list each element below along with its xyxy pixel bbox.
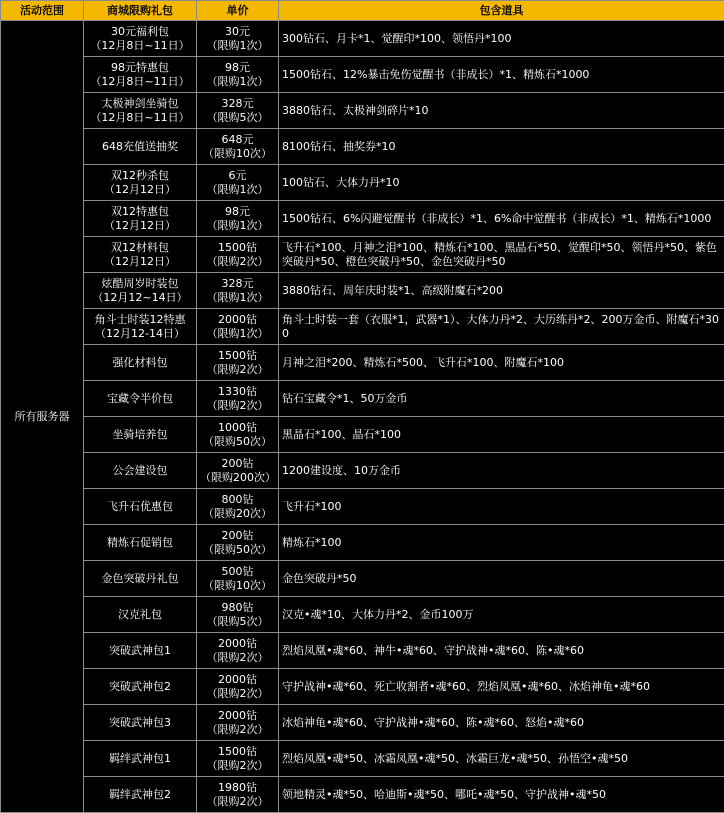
items-cell: 钻石宝藏令*1、50万金币 bbox=[279, 381, 724, 417]
header-price: 单价 bbox=[197, 1, 279, 21]
items-cell: 100钻石、大体力丹*10 bbox=[279, 165, 724, 201]
package-name: 双12特惠包 bbox=[87, 205, 193, 219]
items-cell: 飞升石*100、月神之泪*100、精炼石*100、黑晶石*50、觉醒印*50、领悟丹*50、紫色突破丹*50、橙色突破丹*50、金色突破丹*50 bbox=[279, 237, 724, 273]
package-cell bbox=[84, 93, 197, 129]
price-value: 500钻 bbox=[200, 565, 275, 579]
items-cell: 冰焰神龟•魂*60、守护战神•魂*60、陈•魂*60、怒焰•魂*60 bbox=[279, 705, 724, 741]
package-cell bbox=[84, 561, 197, 597]
table-row bbox=[1, 489, 724, 525]
purchase-limit: （限购1次） bbox=[200, 39, 275, 53]
price-value: 98元 bbox=[200, 205, 275, 219]
header-scope: 活动范围 bbox=[1, 1, 84, 21]
purchase-limit: （限购2次） bbox=[200, 795, 275, 809]
price-value: 800钻 bbox=[200, 493, 275, 507]
price-value: 200钻 bbox=[200, 529, 275, 543]
price-cell bbox=[197, 597, 279, 633]
items-cell: 守护战神•魂*60、死亡收割者•魂*60、烈焰凤凰•魂*60、冰焰神龟•魂*60 bbox=[279, 669, 724, 705]
table-row bbox=[1, 453, 724, 489]
items-cell: 3880钻石、周年庆时装*1、高级附魔石*200 bbox=[279, 273, 724, 309]
price-cell bbox=[197, 21, 279, 57]
purchase-limit: （限购5次） bbox=[200, 615, 275, 629]
package-name: 强化材料包 bbox=[87, 356, 193, 370]
purchase-limit: （限购1次） bbox=[200, 75, 275, 89]
package-date: （12月12~14日） bbox=[87, 291, 193, 305]
table-row bbox=[1, 741, 724, 777]
price-value: 6元 bbox=[200, 169, 275, 183]
package-cell bbox=[84, 309, 197, 345]
price-cell bbox=[197, 705, 279, 741]
price-cell bbox=[197, 165, 279, 201]
price-cell bbox=[197, 741, 279, 777]
table-row bbox=[1, 597, 724, 633]
package-cell bbox=[84, 777, 197, 813]
purchase-limit: （限购2次） bbox=[200, 255, 275, 269]
package-date: （12月8日~11日） bbox=[87, 111, 193, 125]
table-row bbox=[1, 309, 724, 345]
price-value: 200钻 bbox=[200, 457, 275, 471]
package-cell bbox=[84, 741, 197, 777]
price-value: 328元 bbox=[200, 277, 275, 291]
price-cell bbox=[197, 777, 279, 813]
price-cell bbox=[197, 561, 279, 597]
table-row bbox=[1, 57, 724, 93]
package-date: （12月12日） bbox=[87, 255, 193, 269]
items-cell: 1200建设度、10万金币 bbox=[279, 453, 724, 489]
price-cell bbox=[197, 669, 279, 705]
package-name: 宝藏令半价包 bbox=[87, 392, 193, 406]
table-row bbox=[1, 93, 724, 129]
items-cell: 领地精灵•魂*50、哈迪斯•魂*50、哪吒•魂*50、守护战神•魂*50 bbox=[279, 777, 724, 813]
items-cell: 金色突破丹*50 bbox=[279, 561, 724, 597]
package-date: （12月8日~11日） bbox=[87, 75, 193, 89]
package-name: 双12材料包 bbox=[87, 241, 193, 255]
header-row bbox=[1, 1, 724, 21]
price-cell bbox=[197, 57, 279, 93]
table-row bbox=[1, 417, 724, 453]
package-cell bbox=[84, 57, 197, 93]
price-cell bbox=[197, 237, 279, 273]
price-cell bbox=[197, 381, 279, 417]
purchase-limit: （限购50次） bbox=[200, 543, 275, 557]
price-cell bbox=[197, 417, 279, 453]
table-row bbox=[1, 129, 724, 165]
price-value: 1330钻 bbox=[200, 385, 275, 399]
purchase-limit: （限购10次） bbox=[200, 147, 275, 161]
purchase-limit: （限购1次） bbox=[200, 183, 275, 197]
purchase-limit: （限购2次） bbox=[200, 687, 275, 701]
package-cell bbox=[84, 525, 197, 561]
table-row bbox=[1, 705, 724, 741]
package-cell bbox=[84, 705, 197, 741]
price-cell bbox=[197, 453, 279, 489]
price-value: 648元 bbox=[200, 133, 275, 147]
table-body bbox=[1, 21, 724, 813]
header-package: 商城限购礼包 bbox=[84, 1, 197, 21]
package-cell bbox=[84, 273, 197, 309]
price-value: 30元 bbox=[200, 25, 275, 39]
package-name: 炫酷周岁时装包 bbox=[87, 277, 193, 291]
price-cell bbox=[197, 489, 279, 525]
package-name: 坐骑培养包 bbox=[87, 428, 193, 442]
items-cell: 角斗士时装一套（衣服*1，武器*1）、大体力丹*2、大历练丹*2、200万金币、附魔石*300 bbox=[279, 309, 724, 345]
package-name: 公会建设包 bbox=[87, 464, 193, 478]
table-row bbox=[1, 21, 724, 57]
package-date: （12月12日） bbox=[87, 219, 193, 233]
package-name: 双12秒杀包 bbox=[87, 169, 193, 183]
purchase-limit: （限购2次） bbox=[200, 399, 275, 413]
package-name: 648充值送抽奖 bbox=[87, 140, 193, 154]
package-name: 汉克礼包 bbox=[87, 608, 193, 622]
purchase-limit: （限购1次） bbox=[200, 219, 275, 233]
price-cell bbox=[197, 273, 279, 309]
purchase-limit: （限购2次） bbox=[200, 651, 275, 665]
package-name: 突破武神包1 bbox=[87, 644, 193, 658]
price-cell bbox=[197, 633, 279, 669]
scope-cell: 所有服务器 bbox=[1, 21, 84, 813]
package-cell bbox=[84, 381, 197, 417]
items-cell: 1500钻石、12%暴击免伤觉醒书（非成长）*1、精炼石*1000 bbox=[279, 57, 724, 93]
table-row bbox=[1, 273, 724, 309]
package-name: 飞升石优惠包 bbox=[87, 500, 193, 514]
package-cell bbox=[84, 201, 197, 237]
purchase-limit: （限购200次） bbox=[200, 471, 275, 485]
items-cell: 黑晶石*100、晶石*100 bbox=[279, 417, 724, 453]
header-items: 包含道具 bbox=[279, 1, 724, 21]
package-date: （12月12-14日） bbox=[87, 327, 193, 341]
package-cell bbox=[84, 345, 197, 381]
package-cell bbox=[84, 165, 197, 201]
package-name: 太极神剑坐骑包 bbox=[87, 97, 193, 111]
table-row bbox=[1, 201, 724, 237]
table-row bbox=[1, 777, 724, 813]
package-cell bbox=[84, 417, 197, 453]
package-cell bbox=[84, 129, 197, 165]
table-row bbox=[1, 165, 724, 201]
price-value: 1980钻 bbox=[200, 781, 275, 795]
price-value: 1500钻 bbox=[200, 349, 275, 363]
items-cell: 8100钻石、抽奖券*10 bbox=[279, 129, 724, 165]
purchase-limit: （限购2次） bbox=[200, 723, 275, 737]
package-name: 羁绊武神包2 bbox=[87, 788, 193, 802]
package-cell bbox=[84, 237, 197, 273]
package-name: 30元福利包 bbox=[87, 25, 193, 39]
items-cell: 汉克•魂*10、大体力丹*2、金币100万 bbox=[279, 597, 724, 633]
price-value: 2000钻 bbox=[200, 709, 275, 723]
price-value: 1000钻 bbox=[200, 421, 275, 435]
price-value: 2000钻 bbox=[200, 673, 275, 687]
package-cell bbox=[84, 453, 197, 489]
purchase-limit: （限购2次） bbox=[200, 759, 275, 773]
price-cell bbox=[197, 345, 279, 381]
purchase-limit: （限购5次） bbox=[200, 111, 275, 125]
purchase-limit: （限购1次） bbox=[200, 327, 275, 341]
price-cell bbox=[197, 201, 279, 237]
items-cell: 300钻石、月卡*1、觉醒印*100、领悟丹*100 bbox=[279, 21, 724, 57]
items-cell: 飞升石*100 bbox=[279, 489, 724, 525]
package-date: （12月12日） bbox=[87, 183, 193, 197]
package-name: 突破武神包3 bbox=[87, 716, 193, 730]
price-value: 98元 bbox=[200, 61, 275, 75]
price-cell bbox=[197, 93, 279, 129]
table-row bbox=[1, 237, 724, 273]
price-value: 2000钻 bbox=[200, 637, 275, 651]
price-value: 1500钻 bbox=[200, 745, 275, 759]
package-cell bbox=[84, 489, 197, 525]
purchase-limit: （限购10次） bbox=[200, 579, 275, 593]
package-name: 羁绊武神包1 bbox=[87, 752, 193, 766]
package-name: 98元特惠包 bbox=[87, 61, 193, 75]
purchase-limit: （限购20次） bbox=[200, 507, 275, 521]
package-cell bbox=[84, 21, 197, 57]
items-cell: 3880钻石、太极神剑碎片*10 bbox=[279, 93, 724, 129]
price-value: 2000钻 bbox=[200, 313, 275, 327]
table-row bbox=[1, 345, 724, 381]
package-cell bbox=[84, 669, 197, 705]
items-cell: 1500钻石、6%闪避觉醒书（非成长）*1、6%命中觉醒书（非成长）*1、精炼石*1000 bbox=[279, 201, 724, 237]
price-value: 1500钻 bbox=[200, 241, 275, 255]
price-value: 328元 bbox=[200, 97, 275, 111]
price-cell bbox=[197, 309, 279, 345]
package-cell bbox=[84, 597, 197, 633]
table-row bbox=[1, 381, 724, 417]
table-row bbox=[1, 633, 724, 669]
price-value: 980钻 bbox=[200, 601, 275, 615]
table-row bbox=[1, 561, 724, 597]
package-cell bbox=[84, 633, 197, 669]
package-name: 突破武神包2 bbox=[87, 680, 193, 694]
package-name: 角斗士时装12特惠 bbox=[87, 313, 193, 327]
price-cell bbox=[197, 129, 279, 165]
package-date: （12月8日~11日） bbox=[87, 39, 193, 53]
price-cell bbox=[197, 525, 279, 561]
items-cell: 月神之泪*200、精炼石*500、飞升石*100、附魔石*100 bbox=[279, 345, 724, 381]
items-cell: 精炼石*100 bbox=[279, 525, 724, 561]
purchase-limit: （限购1次） bbox=[200, 291, 275, 305]
items-cell: 烈焰凤凰•魂*60、神牛•魂*60、守护战神•魂*60、陈•魂*60 bbox=[279, 633, 724, 669]
package-name: 精炼石促销包 bbox=[87, 536, 193, 550]
purchase-limit: （限购2次） bbox=[200, 363, 275, 377]
package-name: 金色突破丹礼包 bbox=[87, 572, 193, 586]
table-row bbox=[1, 669, 724, 705]
table-row bbox=[1, 525, 724, 561]
items-cell: 烈焰凤凰•魂*50、冰霜凤凰•魂*50、冰霜巨龙•魂*50、孙悟空•魂*50 bbox=[279, 741, 724, 777]
purchase-limit: （限购50次） bbox=[200, 435, 275, 449]
